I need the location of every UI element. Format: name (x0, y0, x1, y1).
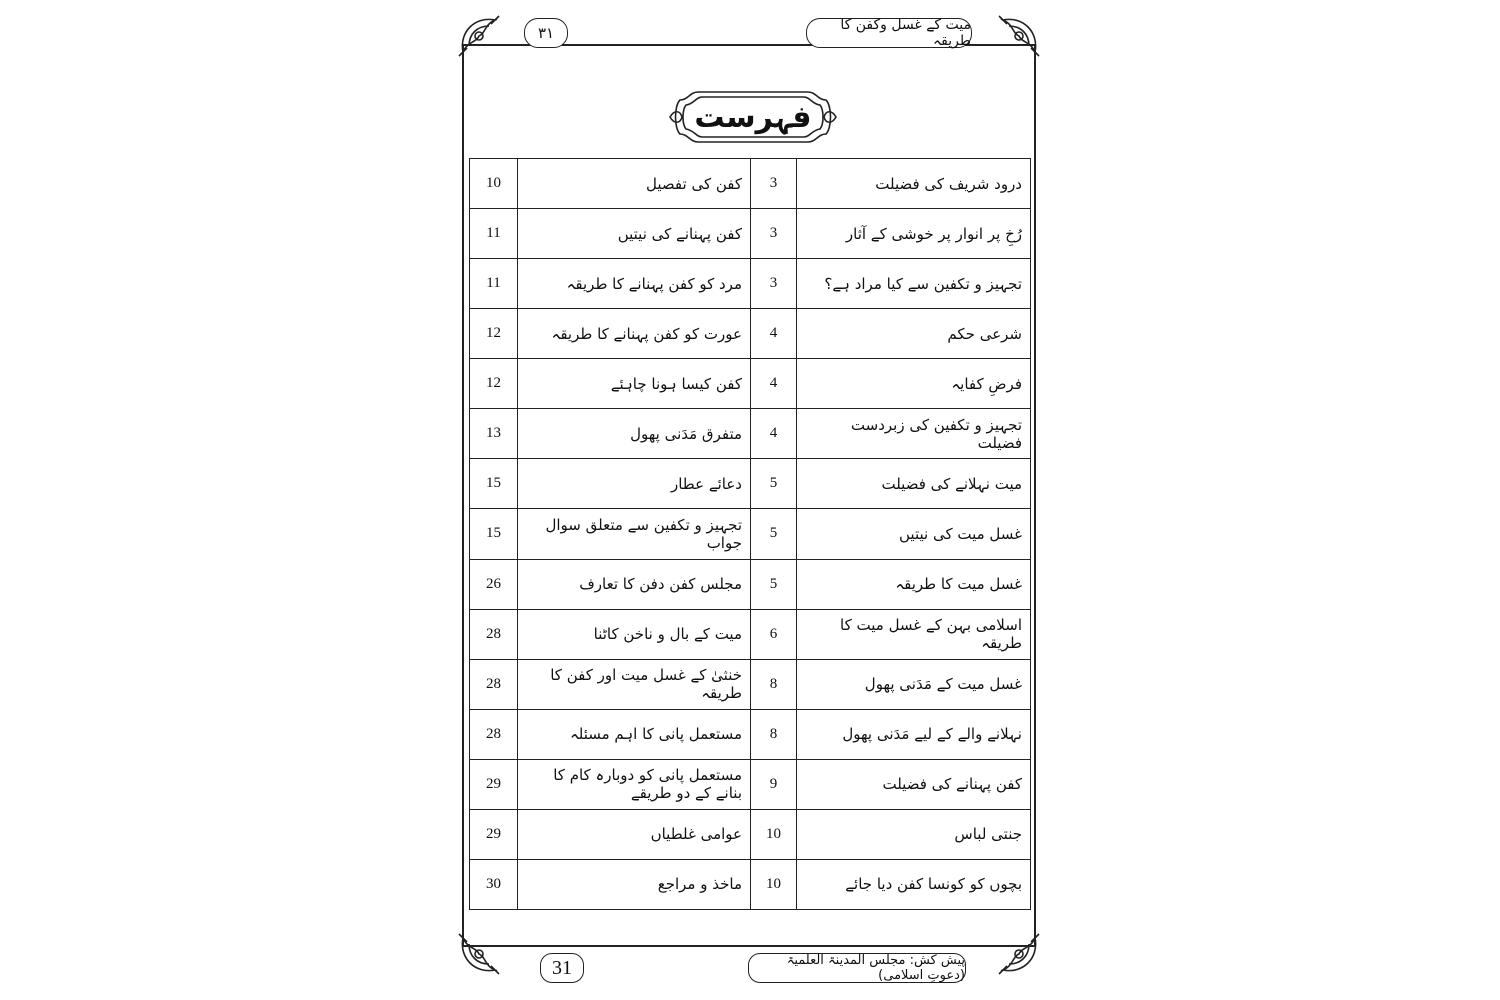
toc-left-title: میت کے بال و ناخن کاٹنا (518, 609, 751, 659)
toc-left-title: کفن پہنانے کی نیتیں (518, 209, 751, 259)
toc-right-title: شرعی حکم (797, 309, 1031, 359)
toc-row (470, 659, 1031, 709)
toc-left-page: 11 (470, 259, 518, 309)
toc-left-title: مستعمل پانی کو دوبارہ کام کا بنانے کے دو طریقے (518, 759, 751, 809)
toc-left-page: 29 (470, 809, 518, 859)
toc-right-title: کفن پہنانے کی فضیلت (797, 759, 1031, 809)
toc-left-page: 11 (470, 209, 518, 259)
toc-right-page: 10 (751, 859, 797, 909)
toc-left-page: 29 (470, 759, 518, 809)
toc-left-page: 26 (470, 559, 518, 609)
corner-ornament-top-left (455, 12, 503, 60)
toc-right-page: 3 (751, 159, 797, 209)
toc-right-title: میت نہلانے کی فضیلت (797, 459, 1031, 509)
toc-right-title: غسل میت کا طریقہ (797, 559, 1031, 609)
toc-right-title: جنتی لباس (797, 809, 1031, 859)
toc-row (470, 609, 1031, 659)
toc-right-page: 5 (751, 509, 797, 559)
toc-right-title: تجہیز و تکفین کی زبردست فضیلت (797, 409, 1031, 459)
toc-right-title: تجہیز و تکفین سے کیا مراد ہے؟ (797, 259, 1031, 309)
toc-left-title: تجہیز و تکفین سے متعلق سوال جواب (518, 509, 751, 559)
toc-right-title: نہلانے والے کے لیے مَدَنی پھول (797, 709, 1031, 759)
toc-row (470, 159, 1031, 209)
toc-right-title: اسلامی بہن کے غسل میت کا طریقہ (797, 609, 1031, 659)
toc-table (469, 158, 1031, 910)
toc-left-title: کفن کی تفصیل (518, 159, 751, 209)
page-title: فہرست (694, 99, 812, 135)
toc-row (470, 809, 1031, 859)
toc-left-title: متفرق مَدَنی پھول (518, 409, 751, 459)
toc-right-page: 4 (751, 359, 797, 409)
title-cartouche (668, 86, 838, 148)
toc-row (470, 209, 1031, 259)
toc-row (470, 259, 1031, 309)
toc-right-page: 4 (751, 409, 797, 459)
toc-row (470, 709, 1031, 759)
toc-left-page: 13 (470, 409, 518, 459)
toc-left-title: کفن کیسا ہونا چاہئے (518, 359, 751, 409)
toc-left-page: 15 (470, 459, 518, 509)
toc-right-page: 5 (751, 559, 797, 609)
toc-right-page: 9 (751, 759, 797, 809)
toc-right-page: 6 (751, 609, 797, 659)
toc-row (470, 409, 1031, 459)
toc-right-title: غسل میت کے مَدَنی پھول (797, 659, 1031, 709)
toc-right-page: 10 (751, 809, 797, 859)
header-page-number: ۳۱ (524, 18, 568, 48)
toc-left-title: خنثیٰ کے غسل میت اور کفن کا طریقہ (518, 659, 751, 709)
toc-body (470, 159, 1031, 910)
toc-left-title: مجلس کفن دفن کا تعارف (518, 559, 751, 609)
toc-left-page: 28 (470, 659, 518, 709)
toc-row (470, 759, 1031, 809)
corner-ornament-top-right (995, 12, 1043, 60)
toc-left-title: دعائے عطار (518, 459, 751, 509)
toc-right-page: 5 (751, 459, 797, 509)
toc-left-page: 30 (470, 859, 518, 909)
toc-left-title: عوامی غلطیاں (518, 809, 751, 859)
corner-ornament-bottom-left (455, 930, 503, 978)
toc-row (470, 459, 1031, 509)
toc-right-title: فرضِ کفایہ (797, 359, 1031, 409)
toc-left-page: 10 (470, 159, 518, 209)
toc-right-page: 3 (751, 209, 797, 259)
toc-right-title: رُخِ پر انوار پر خوشی کے آثار (797, 209, 1031, 259)
running-title: میت کے غسل وکفن کا طریقہ (806, 18, 972, 48)
toc-row (470, 509, 1031, 559)
toc-left-page: 12 (470, 359, 518, 409)
toc-left-page: 28 (470, 709, 518, 759)
toc-right-page: 3 (751, 259, 797, 309)
toc-right-title: بچوں کو کونسا کفن دیا جائے (797, 859, 1031, 909)
toc-left-title: مستعمل پانی کا اہم مسئلہ (518, 709, 751, 759)
corner-ornament-bottom-right (995, 930, 1043, 978)
toc-row (470, 309, 1031, 359)
toc-right-page: 4 (751, 309, 797, 359)
toc-row (470, 559, 1031, 609)
footer-rule (505, 946, 991, 947)
publisher-credit: پیش کش: مجلس المدینۃ العلمیۃ (دعوتِ اسلامی) (748, 953, 966, 983)
toc-row (470, 359, 1031, 409)
toc-right-title: غسل میت کی نیتیں (797, 509, 1031, 559)
toc-left-title: ماخذ و مراجع (518, 859, 751, 909)
toc-right-title: درود شریف کی فضیلت (797, 159, 1031, 209)
toc-left-page: 28 (470, 609, 518, 659)
toc-left-page: 15 (470, 509, 518, 559)
toc-left-title: عورت کو کفن پہنانے کا طریقہ (518, 309, 751, 359)
toc-left-page: 12 (470, 309, 518, 359)
footer-page-number: 31 (540, 953, 584, 983)
toc-right-page: 8 (751, 659, 797, 709)
toc-left-title: مرد کو کفن پہنانے کا طریقہ (518, 259, 751, 309)
toc-row (470, 859, 1031, 909)
toc-right-page: 8 (751, 709, 797, 759)
